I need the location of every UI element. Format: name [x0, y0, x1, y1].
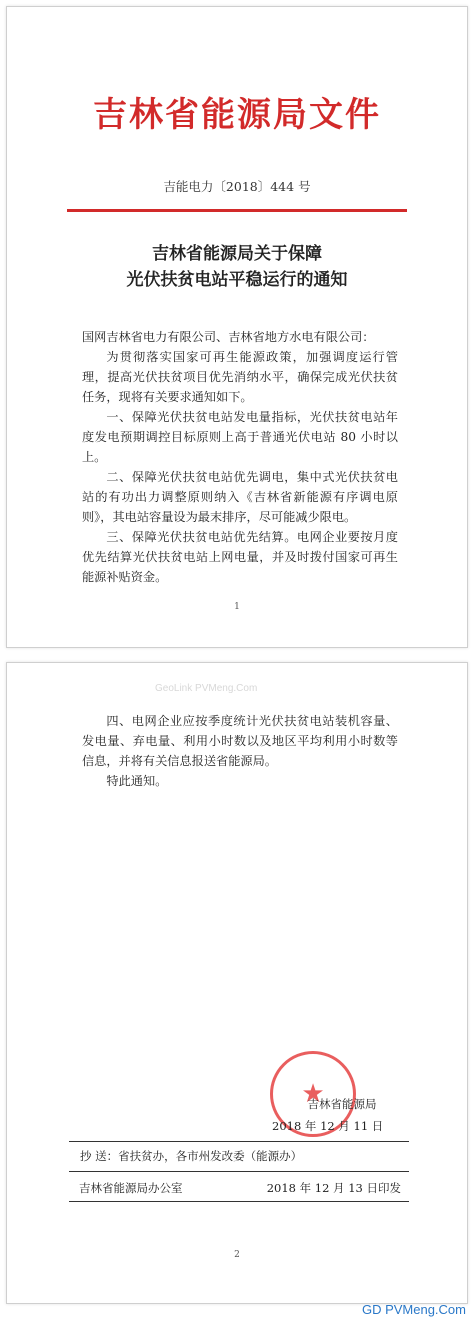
red-divider	[67, 209, 407, 212]
addressee: 国网吉林省电力有限公司、吉林省地方水电有限公司：	[82, 330, 375, 344]
document-number: 吉能电力〔2018〕444 号	[163, 179, 311, 194]
signature-date: 2018 年 12 月 11 日	[272, 1119, 384, 1133]
signature-block	[272, 1093, 412, 1137]
document-title	[7, 241, 467, 293]
page-number: 2	[234, 1250, 240, 1260]
paragraph: 二、保障光伏扶贫电站优先调电，集中式光伏扶贫电站的有功出力调整原则纳入《吉林省新能源有序调电原则》，其电站容量设为最末排序，尽可能减少限电。	[82, 470, 398, 524]
divider	[69, 1201, 409, 1202]
title-line-1: 吉林省能源局关于保障	[152, 244, 322, 264]
closing-line: 特此通知。	[106, 774, 168, 788]
signature-org: 吉林省能源局	[307, 1097, 377, 1111]
paragraph: 三、保障光伏扶贫电站优先结算。电网企业要按月度优先结算光伏扶贫电站上网电量，并及时拨付国家可再生能源补贴资金。	[82, 530, 398, 584]
divider	[69, 1171, 409, 1172]
seal-star-icon: ★	[301, 1079, 325, 1109]
paragraph: 一、保障光伏扶贫电站发电量指标，光伏扶贫电站年度发电预期调控目标原则上高于普通光伏电站 80 小时以上。	[82, 410, 398, 464]
paragraph: 为贯彻落实国家可再生能源政策，加强调度运行管理，提高光伏扶贫项目优先消纳水平，确保完成光伏扶贫任务，现将有关要求通知如下。	[82, 350, 398, 404]
cc-line: 抄 送：省扶贫办，各市州发改委（能源办）	[80, 1149, 303, 1163]
site-watermark-link[interactable]: GD PVMeng.Com	[361, 1302, 466, 1317]
document-body	[82, 327, 398, 587]
page-number: 1	[234, 602, 240, 612]
document-header: 吉林省能源局文件	[93, 95, 381, 135]
watermark: GeoLink PVMeng.Com	[155, 683, 258, 694]
document-page-2	[6, 662, 468, 1304]
paragraph: 四、电网企业应按季度统计光伏扶贫电站装机容量、发电量、弃电量、利用小时数以及地区平均利用小时数等信息，并将有关信息报送省能源局。	[82, 714, 398, 768]
print-date: 2018 年 12 月 13 日印发	[266, 1181, 401, 1195]
title-line-2: 光伏扶贫电站平稳运行的通知	[126, 270, 348, 290]
document-body	[82, 711, 398, 791]
issuer: 吉林省能源局办公室	[79, 1181, 183, 1195]
printer-line	[79, 1180, 401, 1196]
divider	[69, 1141, 409, 1142]
document-page-1	[6, 6, 468, 648]
